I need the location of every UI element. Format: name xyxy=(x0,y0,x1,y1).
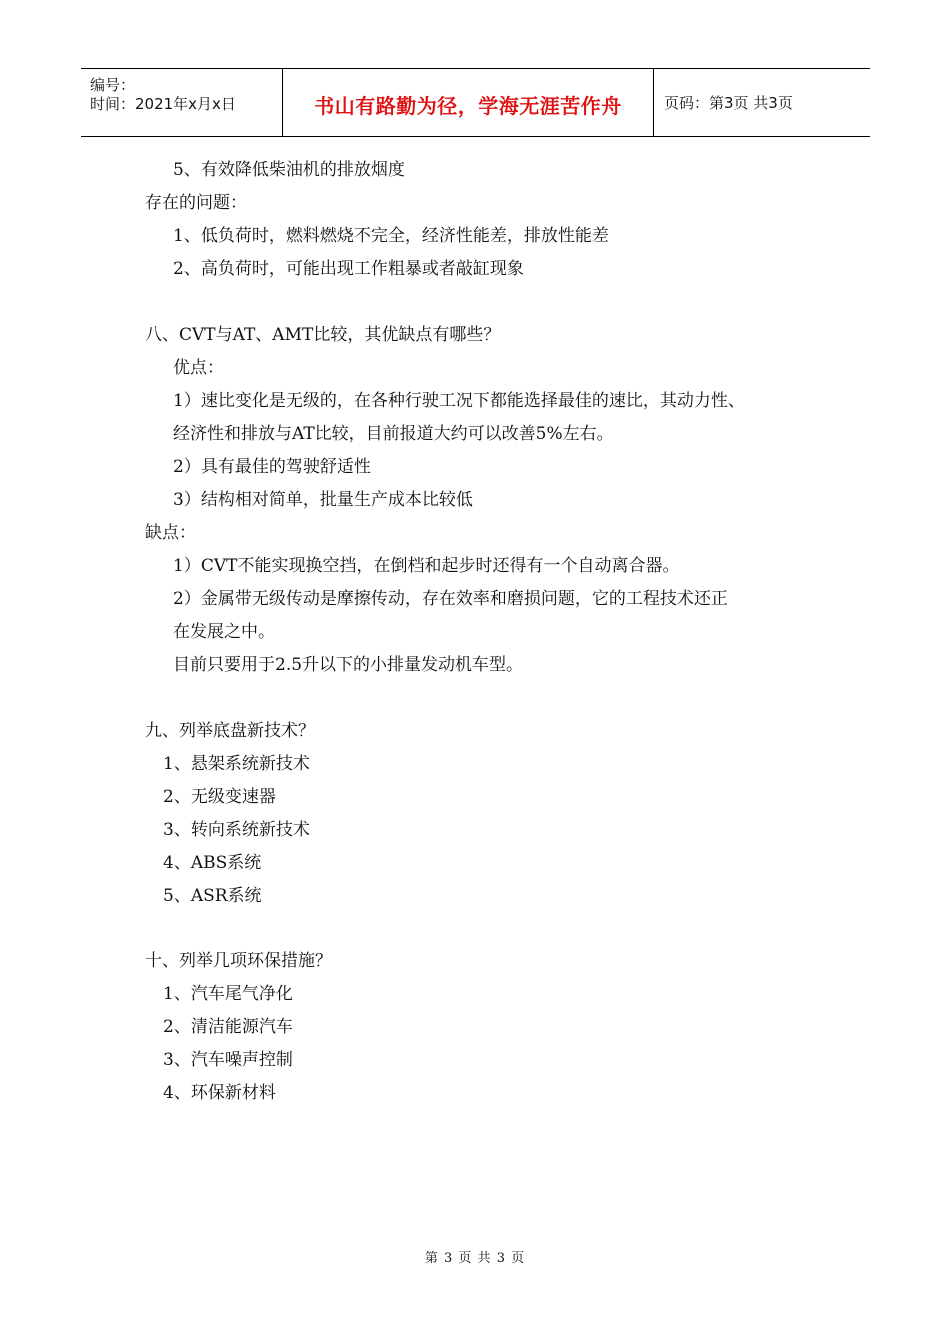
body-line: 5、有效降低柴油机的排放烟度 xyxy=(173,160,405,180)
list-item: 3、汽车噪声控制 xyxy=(163,1050,293,1070)
list-item: 5、ASR系统 xyxy=(163,886,262,906)
header-motto-cell xyxy=(283,69,654,136)
header-meta-cell xyxy=(81,69,283,136)
body-line: 在发展之中。 xyxy=(173,622,275,642)
header-motto: 书山有路勤为径，学海无涯苦作舟 xyxy=(314,94,622,118)
body-line: 1）速比变化是无级的，在各种行驶工况下都能选择最佳的速比，其动力性、 xyxy=(173,391,745,411)
document-number-label: 编号： xyxy=(90,76,136,94)
body-line: 目前只要用于2.5升以下的小排量发动机车型。 xyxy=(173,655,524,675)
section-subheading: 优点： xyxy=(173,358,224,378)
body-line: 经济性和排放与AT比较，目前报道大约可以改善5%左右。 xyxy=(173,424,614,444)
section-subheading: 缺点： xyxy=(145,523,196,543)
body-line: 2、高负荷时，可能出现工作粗暴或者敲缸现象 xyxy=(173,259,524,279)
question-heading-8: 八、CVT与AT、AMT比较，其优缺点有哪些？ xyxy=(145,325,501,345)
body-line: 1、低负荷时，燃料燃烧不完全，经济性能差，排放性能差 xyxy=(173,226,609,246)
list-item: 4、ABS系统 xyxy=(163,853,262,873)
list-item: 3、转向系统新技术 xyxy=(163,820,310,840)
header-table xyxy=(81,68,870,137)
list-item: 4、环保新材料 xyxy=(163,1083,276,1103)
document-time-label: 时间：2021年x月x日 xyxy=(90,95,236,113)
section-subheading: 存在的问题： xyxy=(145,193,247,213)
header-page-cell xyxy=(654,69,870,136)
question-heading-10: 十、列举几项环保措施？ xyxy=(145,951,332,971)
list-item: 2、无级变速器 xyxy=(163,787,276,807)
list-item: 1、汽车尾气净化 xyxy=(163,984,293,1004)
footer-page-number: 第 3 页 共 3 页 xyxy=(424,1251,526,1266)
list-item: 2、清洁能源汽车 xyxy=(163,1017,293,1037)
list-item: 1、悬架系统新技术 xyxy=(163,754,310,774)
body-line: 2）金属带无级传动是摩擦传动，存在效率和磨损问题，它的工程技术还正 xyxy=(173,589,728,609)
body-line: 3）结构相对简单，批量生产成本比较低 xyxy=(173,490,473,510)
body-line: 2）具有最佳的驾驶舒适性 xyxy=(173,457,371,477)
body-line: 1）CVT不能实现换空挡，在倒档和起步时还得有一个自动离合器。 xyxy=(173,556,680,576)
header-page-label: 页码：第3页 共3页 xyxy=(664,94,793,112)
question-heading-9: 九、列举底盘新技术？ xyxy=(145,721,315,741)
